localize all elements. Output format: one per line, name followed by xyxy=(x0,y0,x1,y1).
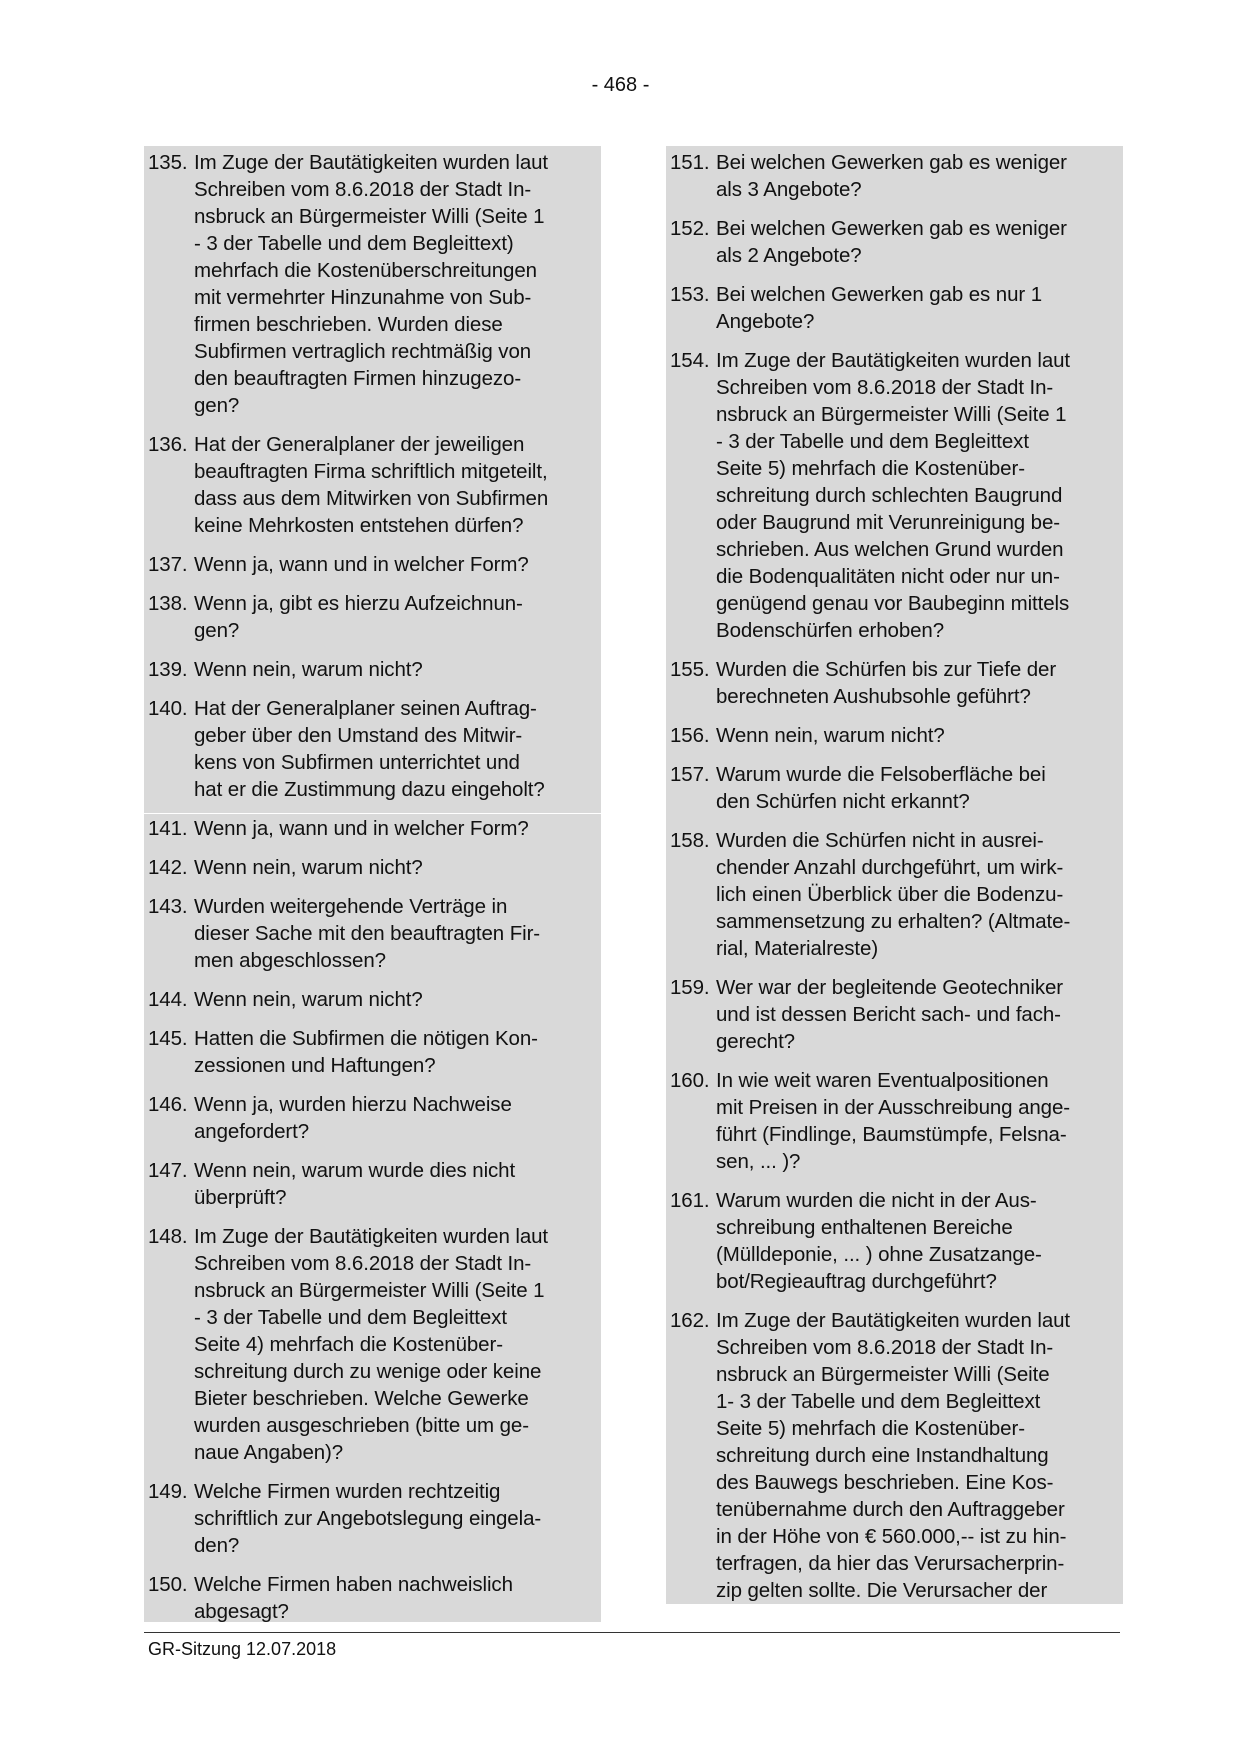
question-text: Wer war der begleitende Geotechniker und ist dessen Bericht sach- und fach- gerecht? xyxy=(716,976,1063,1053)
right-question-column xyxy=(666,146,1123,1604)
question-text: Warum wurde die Felsoberfläche bei den Schürfen nicht erkannt? xyxy=(716,763,1046,813)
question-text: Wenn ja, wann und in welcher Form? xyxy=(194,817,529,840)
question-text: Wenn nein, warum wurde dies nicht überprüft? xyxy=(194,1159,516,1209)
page-number: - 468 - xyxy=(591,74,650,96)
question-text: Wenn ja, gibt es hierzu Aufzeichnun- gen? xyxy=(194,592,523,642)
question-text: Welche Firmen haben nachweislich abgesagt? xyxy=(194,1573,513,1623)
question-number: 146. xyxy=(148,1093,188,1116)
footer-session-label: GR-Sitzung 12.07.2018 xyxy=(148,1639,337,1659)
question-number: 156. xyxy=(670,724,710,747)
question-text: Wenn nein, warum nicht? xyxy=(194,988,423,1011)
question-item xyxy=(148,1157,597,1211)
question-number: 161. xyxy=(670,1189,710,1212)
question-text: Bei welchen Gewerken gab es weniger als 2 Angebote? xyxy=(716,217,1067,267)
question-text: Warum wurden die nicht in der Aus- schreibung enthaltenen Bereiche (Mülldeponie, ... ) ohne Zusatzange- bot/Regieauftrag durchgeführt? xyxy=(716,1189,1042,1293)
question-number: 139. xyxy=(148,658,188,681)
question-item xyxy=(670,722,1119,749)
question-number: 144. xyxy=(148,988,188,1011)
question-number: 160. xyxy=(670,1069,710,1092)
question-number: 143. xyxy=(148,895,188,918)
question-number: 142. xyxy=(148,856,188,879)
question-number: 140. xyxy=(148,697,188,720)
question-text: Im Zuge der Bautätigkeiten wurden laut Schreiben vom 8.6.2018 der Stadt In- nsbruck an Bürgermeister Willi (Seite 1 - 3 der Tabelle und dem Begleittext Seite 4) mehrfach die Kostenüber- schreitung durch zu wenige oder keine Bieter beschrieben. Welche Gewerke wurden ausgeschrieben (bitte um ge- naue Angaben)? xyxy=(194,1225,549,1464)
question-text: Wenn nein, warum nicht? xyxy=(716,724,945,747)
question-number: 149. xyxy=(148,1480,188,1503)
question-text: Wenn nein, warum nicht? xyxy=(194,658,423,681)
question-item xyxy=(148,1091,597,1145)
question-text: Welche Firmen wurden rechtzeitig schriftlich zur Angebotslegung eingela- den? xyxy=(194,1480,542,1557)
question-item xyxy=(148,431,597,539)
question-item xyxy=(670,215,1119,269)
question-number: 153. xyxy=(670,283,710,306)
question-item xyxy=(148,1223,597,1466)
question-item xyxy=(670,1067,1119,1175)
question-number: 159. xyxy=(670,976,710,999)
question-number: 162. xyxy=(670,1309,710,1332)
question-number: 145. xyxy=(148,1027,188,1050)
question-item xyxy=(148,695,597,803)
question-text: Im Zuge der Bautätigkeiten wurden laut Schreiben vom 8.6.2018 der Stadt In- nsbruck an Bürgermeister Willi (Seite 1- 3 der Tabelle und dem Begleittext Seite 5) mehrfach die Kostenüber- schreitung durch eine Instandhaltung des Bauwegs beschrieben. Eine Kos- tenübernahme durch den Auftraggeber in der Höhe von € 560.000,-- ist zu hin- terfragen, da hier das Verursacherprin- zip gelten sollte. Die Verursacher der xyxy=(716,1309,1071,1602)
question-item xyxy=(670,149,1119,203)
question-number: 137. xyxy=(148,553,188,576)
question-text: Bei welchen Gewerken gab es nur 1 Angebote? xyxy=(716,283,1043,333)
question-item xyxy=(148,815,597,842)
question-text: Wenn ja, wurden hierzu Nachweise angefordert? xyxy=(194,1093,512,1143)
question-item xyxy=(148,656,597,683)
question-number: 147. xyxy=(148,1159,188,1182)
question-number: 158. xyxy=(670,829,710,852)
question-number: 135. xyxy=(148,151,188,174)
question-number: 157. xyxy=(670,763,710,786)
question-item xyxy=(670,281,1119,335)
question-text: Wurden weitergehende Verträge in dieser Sache mit den beauftragten Fir- men abgeschlossen? xyxy=(194,895,541,972)
footer-rule xyxy=(144,1632,1120,1633)
column-divider-line xyxy=(144,813,601,814)
question-number: 136. xyxy=(148,433,188,456)
question-item xyxy=(670,761,1119,815)
question-number: 148. xyxy=(148,1225,188,1248)
question-item xyxy=(148,149,597,419)
question-number: 154. xyxy=(670,349,710,372)
question-item xyxy=(148,551,597,578)
question-text: Wenn nein, warum nicht? xyxy=(194,856,423,879)
question-number: 138. xyxy=(148,592,188,615)
question-item xyxy=(148,854,597,881)
question-number: 150. xyxy=(148,1573,188,1596)
question-text: Im Zuge der Bautätigkeiten wurden laut Schreiben vom 8.6.2018 der Stadt In- nsbruck an Bürgermeister Willi (Seite 1 - 3 der Tabelle und dem Begleittext) mehrfach die Kostenüberschreitungen mit vermehrter Hinzunahme von Sub- firmen beschrieben. Wurden diese Subfirmen vertraglich rechtmäßig von den beauftragten Firmen hinzugezo- gen? xyxy=(194,151,549,417)
question-item xyxy=(670,656,1119,710)
question-item xyxy=(670,347,1119,644)
question-text: In wie weit waren Eventualpositionen mit Preisen in der Ausschreibung ange- führt (Findlinge, Baumstümpfe, Felsna- sen, ... )? xyxy=(716,1069,1071,1173)
question-number: 152. xyxy=(670,217,710,240)
question-item xyxy=(670,1307,1119,1604)
question-item xyxy=(670,974,1119,1055)
question-item xyxy=(148,1571,597,1625)
question-text: Hatten die Subfirmen die nötigen Kon- zessionen und Haftungen? xyxy=(194,1027,538,1077)
question-text: Hat der Generalplaner seinen Auftrag- geber über den Umstand des Mitwir- kens von Subfirmen unterrichtet und hat er die Zustimmung dazu eingeholt? xyxy=(194,697,545,801)
question-item xyxy=(670,827,1119,962)
question-number: 155. xyxy=(670,658,710,681)
question-item xyxy=(148,986,597,1013)
left-question-column xyxy=(144,146,601,1622)
question-item xyxy=(148,1478,597,1559)
question-item xyxy=(670,1187,1119,1295)
question-text: Bei welchen Gewerken gab es weniger als 3 Angebote? xyxy=(716,151,1067,201)
question-number: 141. xyxy=(148,817,188,840)
question-text: Wurden die Schürfen bis zur Tiefe der berechneten Aushubsohle geführt? xyxy=(716,658,1057,708)
question-text: Hat der Generalplaner der jeweiligen beauftragten Firma schriftlich mitgeteilt, dass aus dem Mitwirken von Subfirmen keine Mehrkosten entstehen dürfen? xyxy=(194,433,549,537)
question-item xyxy=(148,1025,597,1079)
question-text: Wenn ja, wann und in welcher Form? xyxy=(194,553,529,576)
question-number: 151. xyxy=(670,151,710,174)
question-text: Wurden die Schürfen nicht in ausrei- chender Anzahl durchgeführt, um wirk- lich einen Überblick über die Bodenzu- sammensetzung zu erhalten? (Altmate- rial, Materialreste) xyxy=(716,829,1071,960)
question-text: Im Zuge der Bautätigkeiten wurden laut Schreiben vom 8.6.2018 der Stadt In- nsbruck an Bürgermeister Willi (Seite 1 - 3 der Tabelle und dem Begleittext Seite 5) mehrfach die Kostenüber- schreitung durch schlechten Baugrund oder Baugrund mit Verunreinigung be- schrieben. Aus welchen Grund wurden die Bodenqualitäten nicht oder nur un- genügend genau vor Baubeginn mittels Bodenschürfen erhoben? xyxy=(716,349,1071,642)
question-item xyxy=(148,590,597,644)
question-item xyxy=(148,893,597,974)
